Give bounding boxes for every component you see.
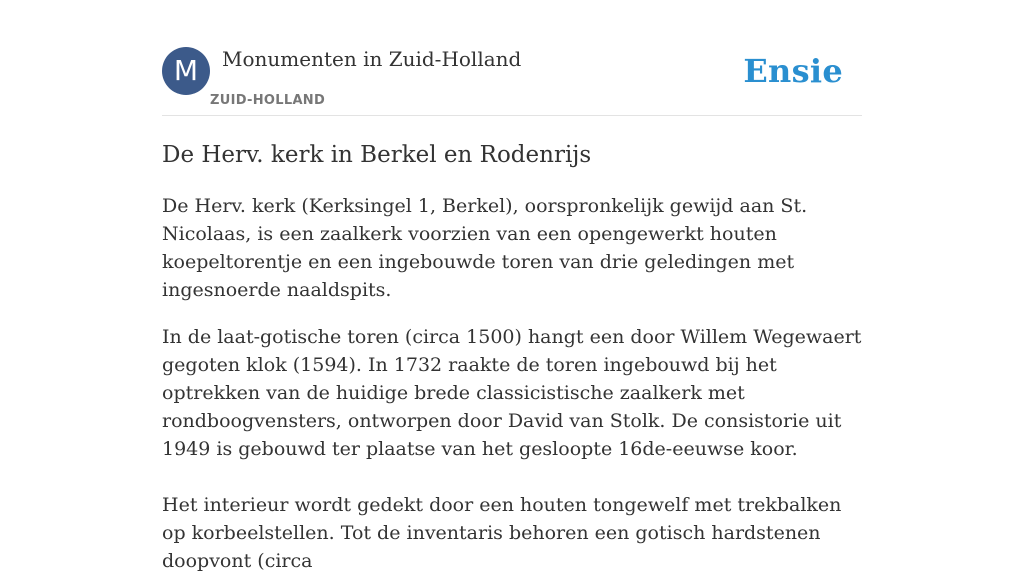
topic-title-link[interactable]: Monumenten in Zuid-Holland [222, 47, 522, 71]
topic-avatar[interactable]: M [162, 47, 210, 95]
article-paragraph-1: De Herv. kerk (Kerksingel 1, Berkel), oorspronkelijk gewijd aan St. Nicolaas, is een zaalkerk voorzien van een opengewerkt houten koepeltorentje en een ingebouwde toren van drie geledingen met ingesnoerde naaldspits. [162, 195, 808, 301]
topic-category-link[interactable]: ZUID-HOLLAND [210, 93, 326, 108]
article-paragraph-2: In de laat-gotische toren (circa 1500) hangt een door Willem Wegewaert gegoten klok (1594). In 1732 raakte de toren ingebouwd bij het optrekken van de huidige brede classicistische zaalkerk met rondboogvensters, ontworpen door David van Stolk. De consistorie uit 1949 is gebouwd ter plaatse van het gesloopte 16de-eeuwse koor. [162, 326, 862, 460]
article-title: De Herv. kerk in Berkel en Rodenrijs [162, 142, 592, 168]
article-paragraph-3: Het interieur wordt gedekt door een houten tongewelf met trekbalken op korbeelstellen. Tot de inventaris behoren een gotisch hardstenen doopvont (circa [162, 494, 842, 572]
topic-header [162, 46, 862, 116]
article [162, 138, 862, 575]
ensie-logo[interactable]: Ensie [743, 52, 843, 90]
